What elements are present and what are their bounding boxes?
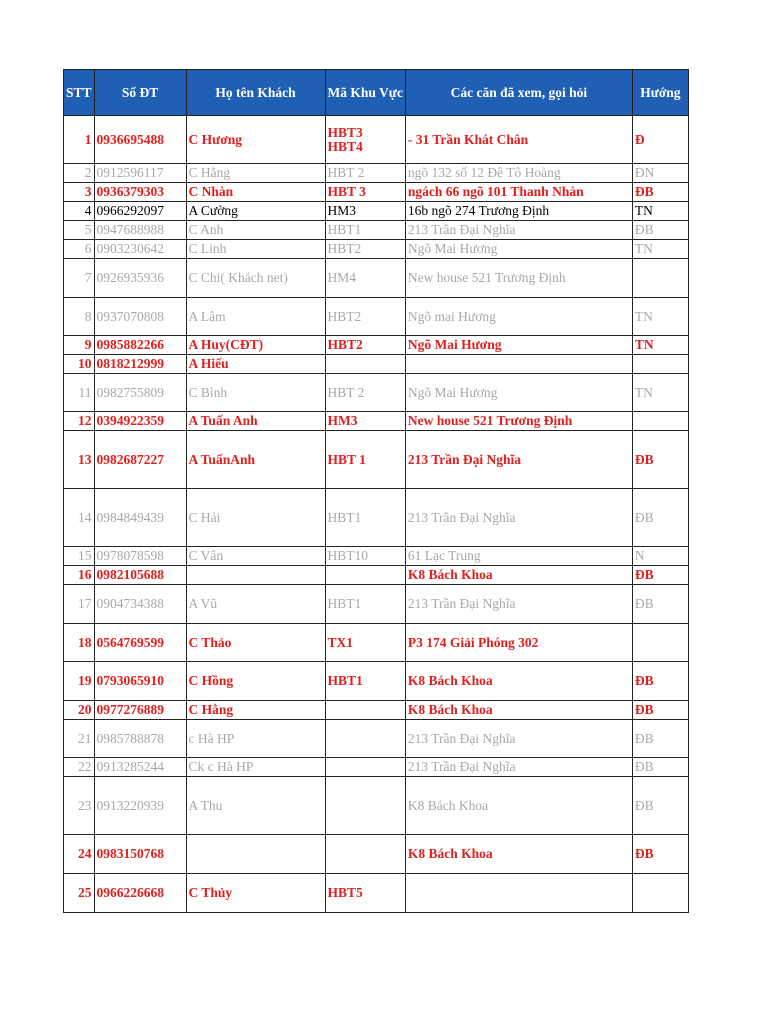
table-row bbox=[64, 202, 689, 221]
cell-name[interactable]: C Nhàn bbox=[186, 183, 325, 202]
table-row bbox=[64, 547, 689, 566]
cell-name[interactable]: C Linh bbox=[186, 240, 325, 259]
cell-apartments[interactable]: 213 Trần Đại Nghĩa bbox=[405, 221, 632, 240]
header-apartments[interactable]: Các căn đã xem, gọi hỏi bbox=[405, 70, 632, 116]
cell-area-code[interactable] bbox=[325, 547, 405, 566]
cell-area-code[interactable] bbox=[325, 758, 405, 777]
header-row bbox=[64, 70, 689, 116]
cell-phone[interactable]: 0903230642 bbox=[94, 240, 186, 259]
cell-apartments[interactable] bbox=[405, 355, 632, 374]
cell-direction[interactable]: ĐB bbox=[632, 566, 688, 585]
cell-area-code[interactable] bbox=[325, 412, 405, 431]
cell-area-code[interactable] bbox=[325, 374, 405, 412]
cell-name[interactable]: C Hằng bbox=[186, 164, 325, 183]
cell-direction[interactable]: ĐB bbox=[632, 701, 688, 720]
table-row bbox=[64, 777, 689, 835]
cell-apartments[interactable]: New house 521 Trương Định bbox=[405, 259, 632, 298]
cell-apartments[interactable]: 16b ngõ 274 Trương Định bbox=[405, 202, 632, 221]
cell-direction[interactable] bbox=[632, 355, 688, 374]
area-code-value: HBT1 bbox=[327, 596, 362, 611]
cell-name[interactable]: C Anh bbox=[186, 221, 325, 240]
cell-phone[interactable]: 0926935936 bbox=[94, 259, 186, 298]
cell-direction[interactable]: ĐB bbox=[632, 720, 688, 758]
cell-area-code[interactable] bbox=[325, 874, 405, 913]
cell-apartments[interactable]: New house 521 Trương Định bbox=[405, 412, 632, 431]
table-row bbox=[64, 874, 689, 913]
cell-stt[interactable]: 18 bbox=[64, 624, 95, 662]
cell-phone[interactable]: 0947688988 bbox=[94, 221, 186, 240]
cell-area-code[interactable] bbox=[325, 835, 405, 874]
cell-direction[interactable]: ĐB bbox=[632, 835, 688, 874]
cell-stt[interactable]: 11 bbox=[64, 374, 95, 412]
cell-direction[interactable]: ĐB bbox=[632, 777, 688, 835]
cell-apartments[interactable]: P3 174 Giải Phóng 302 bbox=[405, 624, 632, 662]
cell-name[interactable]: A Cường bbox=[186, 202, 325, 221]
area-code-value: HBT10 bbox=[327, 548, 369, 563]
table-row bbox=[64, 355, 689, 374]
cell-stt[interactable]: 15 bbox=[64, 547, 95, 566]
table-row bbox=[64, 412, 689, 431]
cell-apartments[interactable] bbox=[405, 874, 632, 913]
area-code-value: HBT2 bbox=[327, 241, 362, 256]
table-row bbox=[64, 662, 689, 701]
cell-stt[interactable]: 9 bbox=[64, 336, 95, 355]
cell-apartments[interactable]: Ngõ Mai Hương bbox=[405, 374, 632, 412]
cell-phone[interactable]: 0937070808 bbox=[94, 298, 186, 336]
cell-phone[interactable]: 0977276889 bbox=[94, 701, 186, 720]
cell-area-code[interactable] bbox=[325, 259, 405, 298]
header-phone[interactable]: Số ĐT bbox=[94, 70, 186, 116]
cell-area-code[interactable] bbox=[325, 585, 405, 624]
cell-stt[interactable]: 6 bbox=[64, 240, 95, 259]
area-code-value: HM3 bbox=[327, 203, 357, 218]
cell-phone[interactable]: 0936695488 bbox=[94, 116, 186, 164]
table-row bbox=[64, 585, 689, 624]
table-row bbox=[64, 164, 689, 183]
cell-name[interactable] bbox=[186, 835, 325, 874]
cell-direction[interactable] bbox=[632, 624, 688, 662]
cell-direction[interactable]: ĐB bbox=[632, 221, 688, 240]
cell-area-code[interactable] bbox=[325, 116, 405, 164]
cell-direction[interactable] bbox=[632, 259, 688, 298]
cell-stt[interactable]: 3 bbox=[64, 183, 95, 202]
area-code-value: HBT 2 bbox=[327, 165, 365, 180]
area-code-value: HBT 2 bbox=[327, 384, 365, 400]
cell-apartments[interactable]: ngách 66 ngõ 101 Thanh Nhàn bbox=[405, 183, 632, 202]
cell-phone[interactable]: 0982105688 bbox=[94, 566, 186, 585]
cell-area-code[interactable] bbox=[325, 431, 405, 489]
area-code-value: HBT2 bbox=[327, 308, 362, 324]
cell-stt[interactable]: 19 bbox=[64, 662, 95, 701]
table-row bbox=[64, 720, 689, 758]
cell-name[interactable]: C Thủy bbox=[186, 874, 325, 913]
cell-area-code[interactable] bbox=[325, 624, 405, 662]
cell-apartments[interactable]: K8 Bách Khoa bbox=[405, 662, 632, 701]
cell-stt[interactable]: 16 bbox=[64, 566, 95, 585]
table-body bbox=[64, 116, 689, 913]
cell-apartments[interactable]: 213 Trần Đại Nghĩa bbox=[405, 758, 632, 777]
cell-direction[interactable]: ĐB bbox=[632, 183, 688, 202]
area-code-value: HM3 bbox=[327, 413, 358, 428]
cell-apartments[interactable]: 61 Lạc Trung bbox=[405, 547, 632, 566]
area-code-value: HM4 bbox=[327, 270, 357, 285]
cell-name[interactable]: Ck c Hà HP bbox=[186, 758, 325, 777]
cell-apartments[interactable]: K8 Bách Khoa bbox=[405, 701, 632, 720]
cell-name[interactable]: C Hương bbox=[186, 116, 325, 164]
cell-phone[interactable]: 0912596117 bbox=[94, 164, 186, 183]
cell-apartments[interactable]: Ngõ Mai Hương bbox=[405, 336, 632, 355]
cell-direction[interactable]: TN bbox=[632, 202, 688, 221]
cell-stt[interactable]: 10 bbox=[64, 355, 95, 374]
cell-direction[interactable]: ĐB bbox=[632, 431, 688, 489]
cell-phone[interactable]: 0966226668 bbox=[94, 874, 186, 913]
cell-phone[interactable]: 0984849439 bbox=[94, 489, 186, 547]
cell-stt[interactable]: 14 bbox=[64, 489, 95, 547]
table-row bbox=[64, 624, 689, 662]
cell-phone[interactable]: 0985788878 bbox=[94, 720, 186, 758]
cell-apartments[interactable]: 213 Trần Đại Nghĩa bbox=[405, 585, 632, 624]
table-row bbox=[64, 374, 689, 412]
cell-name[interactable]: A Lâm bbox=[186, 298, 325, 336]
area-code-value: HBT1 bbox=[327, 673, 363, 688]
cell-phone[interactable]: 0793065910 bbox=[94, 662, 186, 701]
table-row bbox=[64, 259, 689, 298]
cell-name[interactable]: C Hải bbox=[186, 489, 325, 547]
table-row bbox=[64, 431, 689, 489]
cell-stt[interactable]: 4 bbox=[64, 202, 95, 221]
cell-stt[interactable]: 22 bbox=[64, 758, 95, 777]
header-name[interactable]: Họ tên Khách bbox=[186, 70, 325, 116]
cell-stt[interactable]: 12 bbox=[64, 412, 95, 431]
cell-direction[interactable] bbox=[632, 874, 688, 913]
cell-name[interactable]: C Bình bbox=[186, 374, 325, 412]
cell-phone[interactable]: 0904734388 bbox=[94, 585, 186, 624]
cell-direction[interactable]: TN bbox=[632, 240, 688, 259]
cell-apartments[interactable]: ngõ 132 số 12 Đê Tô Hoàng bbox=[405, 164, 632, 183]
cell-stt[interactable]: 20 bbox=[64, 701, 95, 720]
cell-phone[interactable]: 0913285244 bbox=[94, 758, 186, 777]
area-code-value: HBT2 bbox=[327, 337, 363, 352]
cell-stt[interactable]: 2 bbox=[64, 164, 95, 183]
cell-stt[interactable]: 1 bbox=[64, 116, 95, 164]
cell-direction[interactable]: Đ bbox=[632, 116, 688, 164]
cell-area-code[interactable] bbox=[325, 202, 405, 221]
cell-area-code[interactable] bbox=[325, 489, 405, 547]
cell-phone[interactable]: 0913220939 bbox=[94, 777, 186, 835]
cell-phone[interactable]: 0818212999 bbox=[94, 355, 186, 374]
cell-area-code[interactable] bbox=[325, 298, 405, 336]
cell-direction[interactable]: ĐB bbox=[632, 585, 688, 624]
table-row bbox=[64, 116, 689, 164]
area-code-value: TX1 bbox=[327, 634, 354, 650]
cell-direction[interactable]: ĐB bbox=[632, 489, 688, 547]
cell-area-code[interactable] bbox=[325, 183, 405, 202]
cell-apartments[interactable]: K8 Bách Khoa bbox=[405, 566, 632, 585]
cell-apartments[interactable]: Ngõ Mai Hương bbox=[405, 240, 632, 259]
cell-name[interactable]: C Hồng bbox=[186, 662, 325, 701]
cell-name[interactable]: A Thu bbox=[186, 777, 325, 835]
cell-direction[interactable]: ĐN bbox=[632, 164, 688, 183]
cell-area-code[interactable] bbox=[325, 720, 405, 758]
cell-apartments[interactable]: Ngõ mai Hương bbox=[405, 298, 632, 336]
cell-stt[interactable]: 24 bbox=[64, 835, 95, 874]
area-code-value: HBT1 bbox=[327, 222, 362, 237]
cell-name[interactable]: A Huy(CĐT) bbox=[186, 336, 325, 355]
cell-area-code[interactable] bbox=[325, 355, 405, 374]
cell-direction[interactable]: TN bbox=[632, 298, 688, 336]
area-code-value: HBT 3 bbox=[327, 184, 366, 199]
cell-name[interactable]: C Vân bbox=[186, 547, 325, 566]
area-code-value: HBT4 bbox=[327, 138, 363, 154]
cell-phone[interactable]: 0564769599 bbox=[94, 624, 186, 662]
cell-area-code[interactable] bbox=[325, 566, 405, 585]
cell-phone[interactable]: 0982687227 bbox=[94, 431, 186, 489]
header-direction[interactable]: Hướng bbox=[632, 70, 688, 116]
cell-area-code[interactable] bbox=[325, 701, 405, 720]
cell-direction[interactable] bbox=[632, 412, 688, 431]
cell-stt[interactable]: 7 bbox=[64, 259, 95, 298]
table-row bbox=[64, 758, 689, 777]
table-row bbox=[64, 183, 689, 202]
cell-stt[interactable]: 17 bbox=[64, 585, 95, 624]
area-code-value: HBT3 bbox=[327, 124, 363, 140]
cell-phone[interactable]: 0394922359 bbox=[94, 412, 186, 431]
table-row bbox=[64, 566, 689, 585]
cell-stt[interactable]: 13 bbox=[64, 431, 95, 489]
cell-name[interactable]: A TuấnAnh bbox=[186, 431, 325, 489]
cell-apartments[interactable]: K8 Bách Khoa bbox=[405, 777, 632, 835]
cell-apartments[interactable]: - 31 Trần Khát Chân bbox=[405, 116, 632, 164]
cell-apartments[interactable]: 213 Trần Đại Nghĩa bbox=[405, 431, 632, 489]
cell-name[interactable]: c Hà HP bbox=[186, 720, 325, 758]
area-code-value: HBT 1 bbox=[327, 451, 366, 467]
cell-area-code[interactable] bbox=[325, 240, 405, 259]
table-row bbox=[64, 221, 689, 240]
cell-phone[interactable]: 0985882266 bbox=[94, 336, 186, 355]
cell-direction[interactable]: TN bbox=[632, 374, 688, 412]
table-row bbox=[64, 701, 689, 720]
cell-direction[interactable]: N bbox=[632, 547, 688, 566]
cell-stt[interactable]: 5 bbox=[64, 221, 95, 240]
cell-name[interactable]: A Hiếu bbox=[186, 355, 325, 374]
cell-direction[interactable]: TN bbox=[632, 336, 688, 355]
cell-name[interactable]: A Vũ bbox=[186, 585, 325, 624]
cell-name[interactable]: C Chi( Khách net) bbox=[186, 259, 325, 298]
table-row bbox=[64, 240, 689, 259]
cell-area-code[interactable] bbox=[325, 662, 405, 701]
cell-name[interactable]: C Hằng bbox=[186, 701, 325, 720]
header-area-code[interactable]: Mã Khu Vực bbox=[325, 70, 405, 116]
area-code-value: HBT1 bbox=[327, 509, 362, 525]
area-code-value: HBT5 bbox=[327, 885, 363, 900]
cell-phone[interactable]: 0978078598 bbox=[94, 547, 186, 566]
cell-area-code[interactable] bbox=[325, 164, 405, 183]
cell-apartments[interactable]: K8 Bách Khoa bbox=[405, 835, 632, 874]
cell-apartments[interactable]: 213 Trần Đại Nghĩa bbox=[405, 720, 632, 758]
cell-direction[interactable]: ĐB bbox=[632, 758, 688, 777]
cell-stt[interactable]: 21 bbox=[64, 720, 95, 758]
cell-phone[interactable]: 0982755809 bbox=[94, 374, 186, 412]
cell-phone[interactable]: 0966292097 bbox=[94, 202, 186, 221]
cell-area-code[interactable] bbox=[325, 221, 405, 240]
customer-table bbox=[63, 69, 689, 913]
cell-phone[interactable]: 0936379303 bbox=[94, 183, 186, 202]
cell-area-code[interactable] bbox=[325, 336, 405, 355]
cell-area-code[interactable] bbox=[325, 777, 405, 835]
table-row bbox=[64, 336, 689, 355]
cell-name[interactable]: C Thảo bbox=[186, 624, 325, 662]
cell-name[interactable]: A Tuấn Anh bbox=[186, 412, 325, 431]
table-row bbox=[64, 489, 689, 547]
cell-stt[interactable]: 8 bbox=[64, 298, 95, 336]
cell-stt[interactable]: 23 bbox=[64, 777, 95, 835]
table-row bbox=[64, 298, 689, 336]
table-row bbox=[64, 835, 689, 874]
cell-apartments[interactable]: 213 Trần Đại Nghĩa bbox=[405, 489, 632, 547]
cell-name[interactable] bbox=[186, 566, 325, 585]
header-stt[interactable]: STT bbox=[64, 70, 95, 116]
cell-stt[interactable]: 25 bbox=[64, 874, 95, 913]
cell-direction[interactable]: ĐB bbox=[632, 662, 688, 701]
cell-phone[interactable]: 0983150768 bbox=[94, 835, 186, 874]
